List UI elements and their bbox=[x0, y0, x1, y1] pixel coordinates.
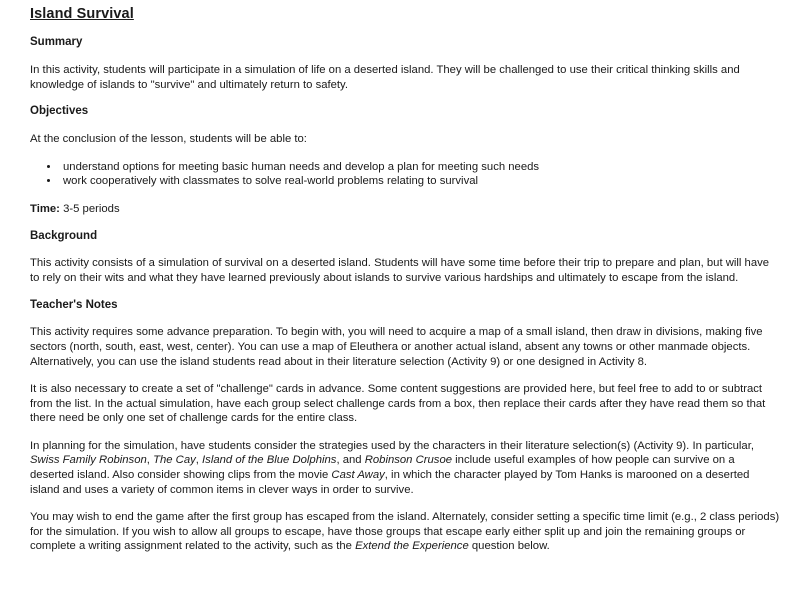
book-title-robinson-crusoe: Robinson Crusoe bbox=[364, 454, 453, 467]
time-value: 3-5 periods bbox=[63, 202, 120, 215]
book-title-island-of-the-blue-dolphins: Island of the Blue Dolphins bbox=[202, 454, 337, 467]
teachers-notes-paragraph-1: This activity requires some advance preparation. To begin with, you will need to acquire a map of a small island, then draw in divisions, making five sectors (north, south, east, west, center). You can use a map of Eleuthera or another actual island, absent any towns or other manmade objects. Alternatively, you can use the island students read about in their literature selection (Activity 9) or one designed in Activity 8. bbox=[30, 326, 763, 368]
objectives-list bbox=[30, 160, 780, 189]
time-label: Time: bbox=[30, 202, 60, 215]
section-heading-background: Background bbox=[30, 229, 98, 242]
section-reference-extend-the-experience: Extend the Experience bbox=[355, 540, 469, 553]
teachers-notes-paragraph-3 bbox=[30, 439, 780, 497]
paragraph-text: You may wish to end the game after the first group has escaped from the island. Alternately, consider setting a specific time limit (e.g., 2 class periods) for the simulation. If you wish to allow all groups to escape, have those groups that escape early either split up and join the remaining groups or complete a writing assignment related to the activity, such as the bbox=[30, 511, 780, 553]
objectives-lead-in: At the conclusion of the lesson, students will be able to: bbox=[30, 133, 307, 146]
teachers-notes-paragraph-2: It is also necessary to create a set of "challenge" cards in advance. Some content suggestions are provided here, but feel free to add to or subtract from the list. In the actual simulation, have each group select challenge cards from a box, then replace their cards after they have read them so that there need be only one set of challenge cards for the entire class. bbox=[30, 383, 766, 425]
paragraph-text: include useful examples of how people can survive on a deserted island. Also consider showing clips from the movie bbox=[30, 454, 735, 482]
paragraph-text: , in which the character played by Tom Hanks is marooned on a deserted island and uses a variety of common items in clever ways in order to survive. bbox=[30, 469, 750, 496]
book-title-swiss-family-robinson: Swiss Family Robinson bbox=[30, 454, 147, 467]
section-heading-objectives: Objectives bbox=[30, 105, 89, 118]
list-item: • work cooperatively with classmates to solve real-world problems relating to survival bbox=[60, 174, 780, 189]
page-title: Island Survival bbox=[30, 6, 134, 22]
paragraph-text: question below. bbox=[468, 540, 550, 553]
teachers-notes-paragraph-4 bbox=[30, 510, 780, 554]
paragraph-text: In planning for the simulation, have students consider the strategies used by the characters in their literature selection(s) (Activity 9). In particular, bbox=[30, 439, 754, 452]
book-title-the-cay: The Cay bbox=[153, 454, 196, 467]
paragraph-text: , bbox=[195, 454, 203, 467]
paragraph-text: , and bbox=[336, 454, 365, 467]
paragraph-text: , bbox=[146, 454, 154, 467]
section-heading-teachers-notes: Teacher's Notes bbox=[30, 298, 118, 311]
section-heading-summary: Summary bbox=[30, 36, 83, 49]
list-item: • understand options for meeting basic human needs and develop a plan for meeting such needs bbox=[60, 160, 780, 175]
background-paragraph: This activity consists of a simulation of survival on a deserted island. Students will have some time before their trip to prepare and plan, but will have to rely on their wits and what they have learned previously about islands to survive various hardships and ultimately to escape from the island. bbox=[30, 257, 770, 284]
summary-paragraph: In this activity, students will participate in a simulation of life on a deserted island. They will be challenged to use their critical thinking skills and knowledge of islands to "survive" and ultimately return to safety. bbox=[30, 64, 740, 91]
movie-title-cast-away: Cast Away bbox=[331, 469, 385, 482]
time-line bbox=[30, 202, 780, 217]
